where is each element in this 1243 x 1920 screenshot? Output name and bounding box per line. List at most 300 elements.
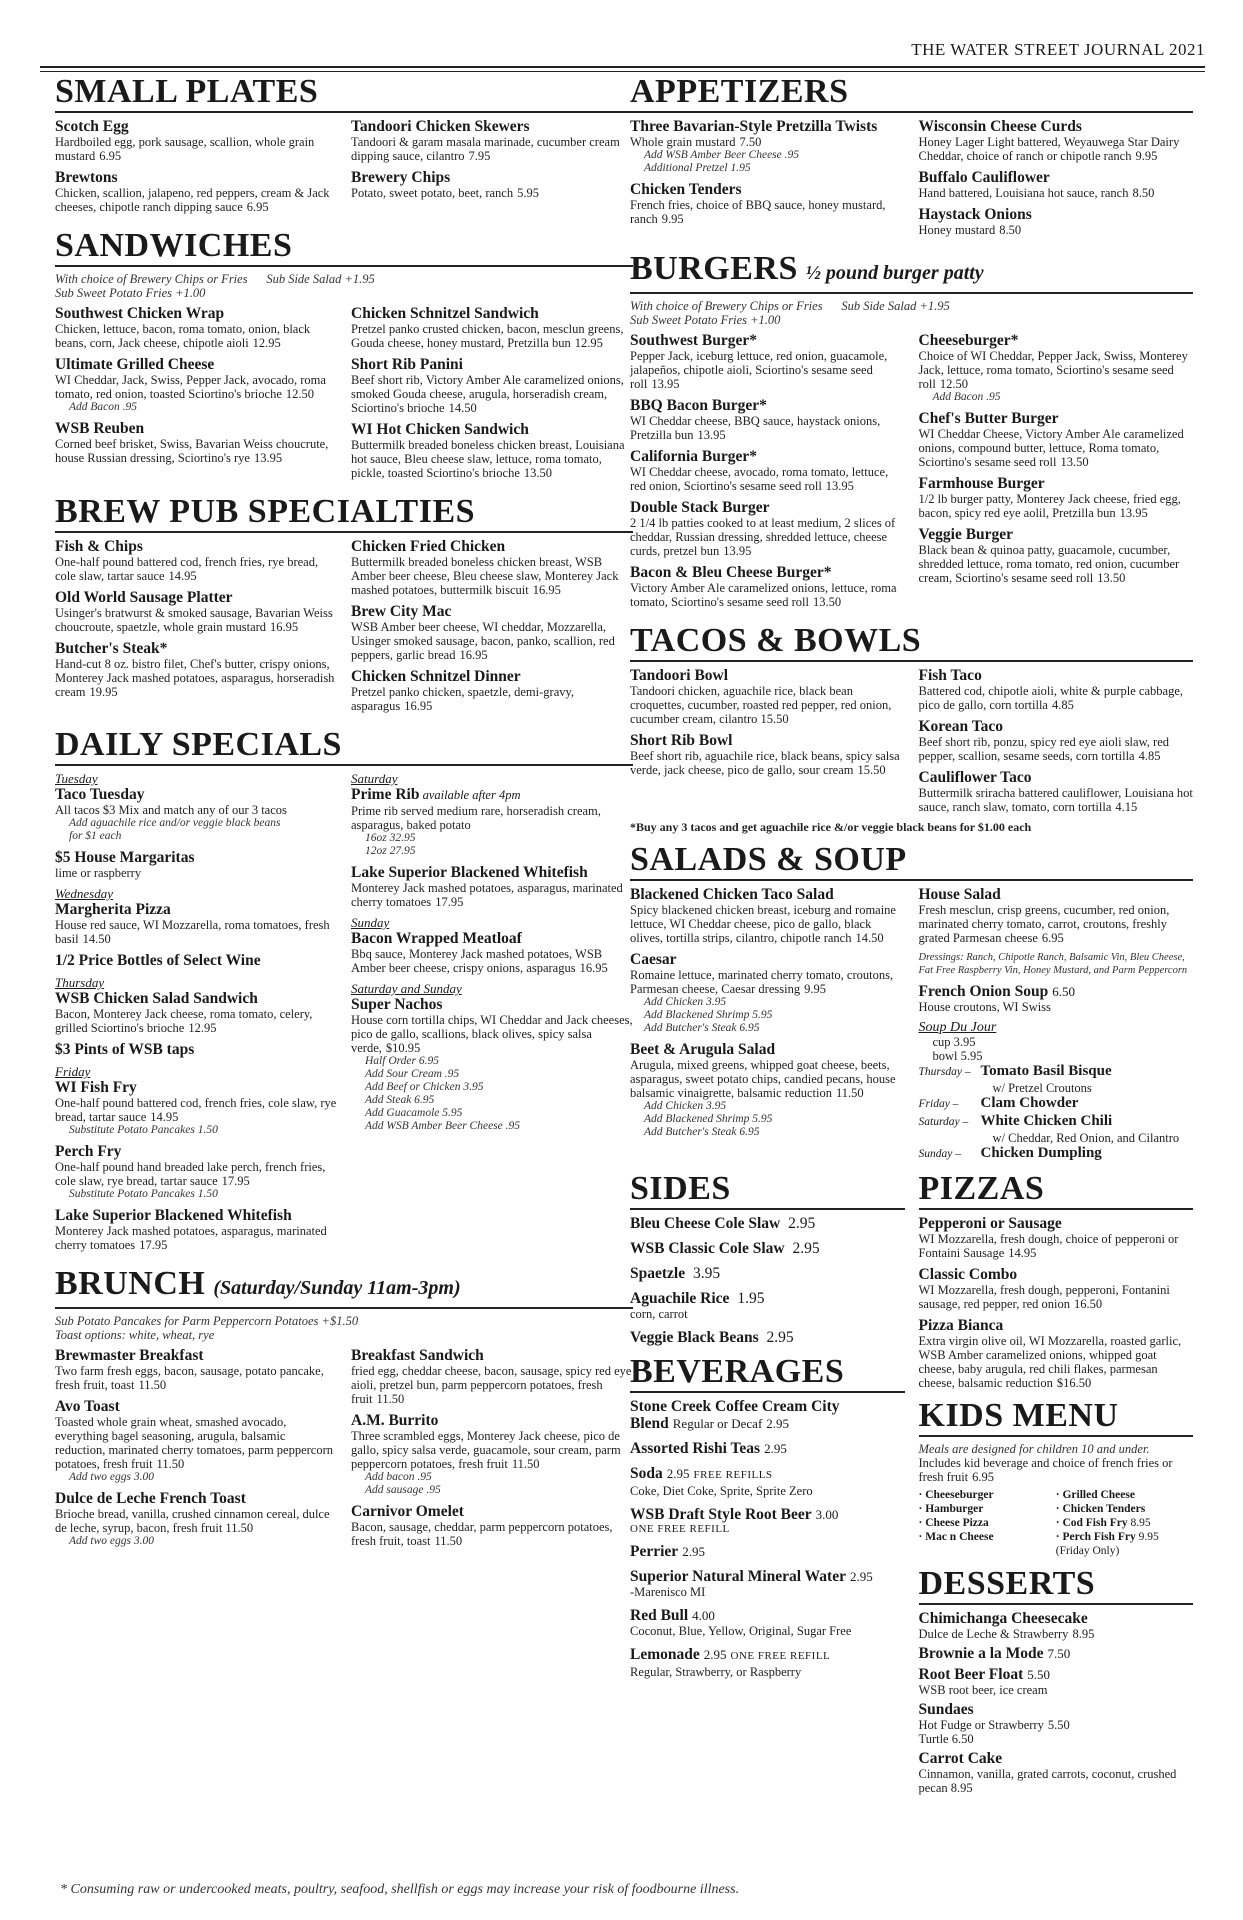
item-desc-text: Choice of WI Cheddar, Pepper Jack, Swiss, Monterey Jack, lettuce, roma tomato, Sciortino's sesame seed roll xyxy=(918,349,1188,391)
item-name: Old World Sausage Platter xyxy=(55,589,233,606)
item-addon: Add Chicken 3.95 xyxy=(644,996,727,1008)
kids-section xyxy=(919,1398,1194,1558)
menu-item xyxy=(630,332,905,391)
item-desc-text: Spicy blackened chicken breast, iceburg and romaine lettuce, WI Cheddar cheese, pico de gallo, black olives, tortilla strips, cilantro, chipotle ranch xyxy=(630,903,896,945)
dessert-desc: Hot Fudge or Strawberry 5.50 xyxy=(918,1718,1070,1732)
item-price: 13.95 xyxy=(253,451,283,465)
soup-day: Sunday – xyxy=(918,1148,961,1160)
item-addon: Additional Pretzel 1.95 xyxy=(644,162,751,174)
side-name: Spaetzle 3.95 xyxy=(630,1265,721,1282)
item-desc xyxy=(351,186,633,200)
menu-column xyxy=(919,667,1194,820)
menu-item xyxy=(351,915,633,975)
dessert-desc: Cinnamon, vanilla, grated carrots, coconut, crushed pecan 8.95 xyxy=(918,1767,1177,1795)
item-addon: Add WSB Amber Beer Cheese .95 xyxy=(644,149,799,161)
menu-item xyxy=(351,668,633,713)
item-name: Veggie Burger xyxy=(918,526,1014,543)
item-desc xyxy=(55,186,337,214)
item-desc-text: Victory Amber Ale caramelized onions, lettuce, roma tomato, Sciortino's sesame seed roll xyxy=(630,581,897,609)
item-desc-text: Beef short rib, Victory Amber Ale caramelized onions, smoked Gouda cheese, arugula, horseradish cream, Sciortino's brioche xyxy=(351,373,624,415)
item-price: 15.50 xyxy=(857,763,886,777)
item-addon: Add Guacamole 5.95 xyxy=(365,1107,463,1119)
item-price: 8.50 xyxy=(1132,186,1155,200)
item-desc xyxy=(55,657,337,699)
item-price: 13.95 xyxy=(651,377,680,391)
item-name: Caesar xyxy=(630,951,677,968)
item-price: 19.95 xyxy=(89,685,118,699)
kids-item: · Hamburger xyxy=(918,1503,984,1515)
beverages-section xyxy=(630,1354,905,1679)
item-name: Super Nachos xyxy=(351,996,443,1013)
item-name: Butcher's Steak* xyxy=(55,640,168,657)
item-desc-text: lime or raspberry xyxy=(55,866,142,880)
beverage-item xyxy=(630,1398,905,1432)
item-name: Double Stack Burger xyxy=(630,499,770,516)
item-price: 12.50 xyxy=(939,377,968,391)
item-desc xyxy=(55,866,337,880)
menu-item xyxy=(630,118,905,175)
menu-item xyxy=(351,864,633,909)
menu-item xyxy=(630,951,905,1035)
item-desc-text: Chicken, lettuce, bacon, roma tomato, onion, black beans, corn, Jack cheese, chipotle aioli xyxy=(55,322,311,350)
item-desc xyxy=(351,1364,633,1406)
item-desc xyxy=(351,1013,633,1055)
beverage-price: 3.00 xyxy=(815,1507,839,1522)
item-desc-text: Pepper Jack, iceburg lettuce, red onion, guacamole, jalapeños, chipotle aioli, Sciortino's sesame seed roll xyxy=(630,349,888,391)
item-desc-text: House red sauce, WI Mozzarella, roma tomatoes, fresh basil xyxy=(55,918,330,946)
beverage-price: 2.95 xyxy=(764,1441,787,1456)
item-desc-text: WSB Amber beer cheese, WI cheddar, Mozzarella, Usinger smoked sausage, bacon, panko, scallion, red peppers, garlic bread xyxy=(351,620,615,662)
soup-name: White Chicken Chili xyxy=(980,1113,1113,1129)
pizzas-section xyxy=(919,1171,1194,1390)
item-desc-text: WI Cheddar cheese, avocado, roma tomato, lettuce, red onion, Sciortino's sesame seed roll xyxy=(630,465,889,493)
menu-column xyxy=(55,1347,337,1554)
item-desc xyxy=(55,803,337,817)
kids-note: Meals are designed for children 10 and under. xyxy=(918,1442,1150,1456)
item-name: WI Hot Chicken Sandwich xyxy=(351,421,529,438)
item-desc-text: Tandoori & garam masala marinade, cucumber cream dipping sauce, cilantro xyxy=(351,135,620,163)
kids-item: · Chicken Tenders xyxy=(1055,1503,1146,1515)
beverage-name: Superior Natural Mineral Water 2.95 xyxy=(630,1568,873,1585)
item-name: Chicken Fried Chicken xyxy=(351,538,506,555)
item-name: Southwest Chicken Wrap xyxy=(55,305,225,322)
section-title: APPETIZERS xyxy=(630,74,1193,113)
item-addon: Add Sour Cream .95 xyxy=(365,1068,460,1080)
item-addon: 12oz 27.95 xyxy=(365,845,416,857)
item-price: 11.50 xyxy=(138,1378,167,1392)
item-name: BBQ Bacon Burger* xyxy=(630,397,767,414)
beverage-item xyxy=(630,1607,905,1638)
item-desc xyxy=(630,903,905,945)
beverage-item xyxy=(630,1543,905,1560)
menu-item xyxy=(630,448,905,493)
soup-bowl-price: bowl 5.95 xyxy=(932,1049,983,1063)
brunch-section xyxy=(55,1266,633,1554)
item-price: 14.95 xyxy=(1008,1246,1037,1260)
item-price: 13.50 xyxy=(1060,455,1089,469)
item-name: Short Rib Bowl xyxy=(630,732,733,749)
item-desc xyxy=(630,749,905,777)
menu-item xyxy=(55,1490,337,1548)
item-price: 14.95 xyxy=(168,569,197,583)
item-name: Brewery Chips xyxy=(351,169,451,186)
item-name: Ultimate Grilled Cheese xyxy=(55,356,215,373)
item-name: Beet & Arugula Salad xyxy=(630,1041,776,1058)
menu-item xyxy=(55,589,337,634)
item-name: Wisconsin Cheese Curds xyxy=(918,118,1082,135)
item-price: 16.95 xyxy=(579,961,608,975)
menu-column xyxy=(351,305,633,486)
menu-item xyxy=(919,718,1194,763)
item-desc xyxy=(630,516,905,558)
item-name: California Burger* xyxy=(630,448,757,465)
item-price: 13.95 xyxy=(723,544,752,558)
menu-item xyxy=(55,538,337,583)
side-price: 2.95 xyxy=(784,1215,816,1232)
beverage-detail: Regular or Decaf xyxy=(672,1416,763,1431)
item-name: Tandoori Chicken Skewers xyxy=(351,118,530,135)
item-price: 11.50 xyxy=(156,1457,185,1471)
item-price: 17.95 xyxy=(435,895,464,909)
beverage-desc: Coke, Diet Coke, Sprite, Sprite Zero xyxy=(630,1484,813,1498)
item-desc xyxy=(630,1058,905,1100)
side-price: 2.95 xyxy=(788,1240,820,1257)
side-price: 1.95 xyxy=(733,1290,765,1307)
item-name: Cauliflower Taco xyxy=(918,769,1032,786)
menu-item xyxy=(351,538,633,597)
item-desc xyxy=(55,1507,337,1535)
item-price: 4.15 xyxy=(1115,800,1138,814)
dessert-desc: Dulce de Leche & Strawberry 8.95 xyxy=(918,1627,1095,1641)
sides-list xyxy=(630,1215,905,1346)
item-name: Brewmaster Breakfast xyxy=(55,1347,204,1364)
item-name: House Salad xyxy=(918,886,1001,903)
item-price: 11.50 xyxy=(511,1457,540,1471)
item-price: 7.50 xyxy=(739,135,762,149)
burgers-section xyxy=(630,251,1193,615)
menu-item xyxy=(55,356,337,414)
item-desc xyxy=(55,606,337,634)
menu-column xyxy=(55,771,337,1258)
item-desc-text: House corn tortilla chips, WI Cheddar and Jack cheeses, pico de gallo, scallions, black olives, spicy salsa verde, xyxy=(351,1013,633,1055)
item-name: Scotch Egg xyxy=(55,118,129,135)
item-desc-text: WI Mozzarella, fresh dough, pepperoni, Fontanini sausage, red pepper, red onion xyxy=(918,1283,1170,1311)
item-desc-text: One-half pound battered cod, french fries, cole slaw, rye bread, tartar sauce xyxy=(55,1096,337,1124)
brew-pub-section xyxy=(55,494,633,719)
item-price: 13.95 xyxy=(825,479,854,493)
item-price: 4.85 xyxy=(1138,749,1161,763)
item-price: 16.95 xyxy=(404,699,433,713)
item-desc-text: Pretzel panko chicken, spaetzle, demi-gravy, asparagus xyxy=(351,685,575,713)
beverage-item xyxy=(630,1646,905,1679)
menu-item xyxy=(919,1215,1194,1260)
kids-price: 9.95 (Friday Only) xyxy=(1055,1531,1159,1557)
item-desc-text: One-half pound battered cod, french fries, rye bread, cole slaw, tartar sauce xyxy=(55,555,319,583)
item-price: 12.95 xyxy=(188,1021,217,1035)
kids-item: · Cheeseburger xyxy=(918,1489,994,1501)
item-desc-text: Whole grain mustard xyxy=(630,135,736,149)
menu-item xyxy=(351,1347,633,1406)
menu-item xyxy=(55,420,337,465)
side-price: 3.95 xyxy=(689,1265,721,1282)
item-name: Bacon Wrapped Meatloaf xyxy=(351,930,522,947)
kids-desc: Includes kid beverage and choice of french fries or fresh fruit 6.95 xyxy=(918,1456,1173,1484)
menu-column xyxy=(351,118,633,220)
section-title: KIDS MENU xyxy=(919,1398,1194,1437)
side-name: WSB Classic Cole Slaw 2.95 xyxy=(630,1240,820,1257)
item-price: 9.95 xyxy=(804,982,826,996)
soup-row xyxy=(919,1113,1194,1131)
item-desc-text: Buttermilk sriracha battered cauliflower, Louisiana hot sauce, ranch slaw, tomato, corn tortilla xyxy=(918,786,1193,814)
item-price: 5.95 xyxy=(517,186,539,200)
item-desc xyxy=(55,1415,337,1471)
item-desc xyxy=(630,414,905,442)
dessert-item xyxy=(919,1701,1194,1746)
item-desc xyxy=(919,1334,1194,1390)
item-desc xyxy=(55,1096,337,1124)
item-addon: Add Blackened Shrimp 5.95 xyxy=(644,1113,773,1125)
beverage-tag: ONE FREE REFILL xyxy=(730,1650,831,1662)
day-label: Saturday and Sunday xyxy=(351,981,462,996)
item-desc xyxy=(55,918,337,946)
item-name: WSB Reuben xyxy=(55,420,145,437)
menu-column xyxy=(919,332,1194,615)
item-desc-text: WI Mozzarella, fresh dough, choice of pepperoni or Fontaini Sausage xyxy=(918,1232,1179,1260)
menu-item xyxy=(919,206,1194,237)
section-title: BRUNCH (Saturday/Sunday 11am-3pm) xyxy=(55,1266,633,1309)
item-name: Prime Rib available after 4pm xyxy=(351,786,521,803)
item-addon: Add WSB Amber Beer Cheese .95 xyxy=(365,1120,520,1132)
item-price: 11.50 xyxy=(836,1086,864,1100)
dressings-note: Dressings: Ranch, Chipotle Ranch, Balsamic Vin, Bleu Cheese, Fat Free Raspberry Vin, Honey Mustard, and Parm Peppercorn xyxy=(918,952,1188,976)
menu-item xyxy=(630,564,905,609)
kids-item: · Cheese Pizza xyxy=(918,1517,989,1529)
daily-specials-section xyxy=(55,727,633,1258)
item-addon: Add Chicken 3.95 xyxy=(644,1100,727,1112)
item-desc-text: Romaine lettuce, marinated cherry tomato, croutons, Parmesan cheese, Caesar dressing xyxy=(630,968,894,996)
beverage-name: Lemonade 2.95 ONE FREE REFILL xyxy=(630,1646,831,1663)
menu-item xyxy=(55,305,337,350)
dessert-item xyxy=(919,1666,1194,1697)
item-addon: Substitute Potato Pancakes 1.50 xyxy=(69,1188,218,1200)
soup-list xyxy=(919,1063,1194,1163)
item-desc-text: Hand-cut 8 oz. bistro filet, Chef's butter, crispy onions, Monterey Jack mashed potatoes, asparagus, horseradish cream xyxy=(55,657,335,699)
section-title: SIDES xyxy=(630,1171,905,1210)
section-title: BEVERAGES xyxy=(630,1354,905,1393)
menu-item xyxy=(919,118,1194,163)
item-desc-text: Chicken, scallion, jalapeno, red peppers, cream & Jack cheeses, chipotle ranch dipping sauce xyxy=(55,186,330,214)
item-desc xyxy=(351,947,633,975)
item-desc-text: 2 1/4 lb patties cooked to at least medium, 2 slices of cheddar, Russian dressing, shredded lettuce, cheese curds, pretzel bun xyxy=(630,516,896,558)
item-desc xyxy=(55,1364,337,1392)
item-name: Taco Tuesday xyxy=(55,786,145,803)
item-addon: Add aguachile rice and/or veggie black beans xyxy=(69,817,281,829)
section-note: Sub Potato Pancakes for Parm Peppercorn Potatoes +$1.50 Toast options: white, wheat, rye xyxy=(55,1314,359,1342)
item-price: 13.50 xyxy=(1097,571,1126,585)
soup-name: Tomato Basil Bisque xyxy=(980,1063,1112,1079)
item-desc-text: Usinger's bratwurst & smoked sausage, Bavarian Weiss choucroute, spaetzle, whole grain mustard xyxy=(55,606,333,634)
item-name: Bacon & Bleu Cheese Burger* xyxy=(630,564,832,581)
beverage-list xyxy=(630,1398,905,1679)
beverage-price: 4.00 xyxy=(692,1608,715,1623)
item-addon: 16oz 32.95 xyxy=(365,832,416,844)
item-price: 4.85 xyxy=(1051,698,1074,712)
item-addon: Add sausage .95 xyxy=(365,1484,441,1496)
day-label: Sunday xyxy=(351,915,390,930)
dessert-name: Brownie a la Mode 7.50 xyxy=(918,1645,1071,1662)
section-note: With choice of Brewery Chips or Fries Sub Side Salad +1.95 Sub Sweet Potato Fries +1.00 xyxy=(630,299,950,327)
item-desc xyxy=(351,1520,633,1548)
menu-column xyxy=(351,771,633,1258)
menu-item xyxy=(351,1412,633,1497)
menu-item xyxy=(55,849,337,880)
beverage-desc: Regular, Strawberry, or Raspberry xyxy=(630,1665,802,1679)
item-desc xyxy=(55,437,337,465)
menu-item xyxy=(55,886,337,946)
side-item xyxy=(630,1329,905,1346)
item-desc xyxy=(919,186,1194,200)
item-name: Breakfast Sandwich xyxy=(351,1347,484,1364)
item-addon: Add Blackened Shrimp 5.95 xyxy=(644,1009,773,1021)
dessert-price: 5.50 xyxy=(1047,1718,1070,1732)
soup-row xyxy=(919,1145,1194,1163)
menu-item xyxy=(630,667,905,726)
item-name: Buffalo Cauliflower xyxy=(918,169,1050,186)
soup-name: Chicken Dumpling xyxy=(980,1145,1102,1161)
soup-day: Friday – xyxy=(918,1098,959,1110)
item-desc-text: French fries, choice of BBQ sauce, honey mustard, ranch xyxy=(630,198,886,226)
dessert-desc: Turtle 6.50 xyxy=(918,1732,974,1746)
item-name: Lake Superior Blackened Whitefish xyxy=(55,1207,292,1224)
item-name: Farmhouse Burger xyxy=(918,475,1045,492)
item-desc xyxy=(351,555,633,597)
item-desc-text: Honey mustard xyxy=(918,223,996,237)
menu-column xyxy=(630,886,905,1163)
day-label: Thursday xyxy=(55,975,105,990)
kids-item: · Perch Fish Fry 9.95 (Friday Only) xyxy=(1055,1531,1159,1557)
soup-name: Clam Chowder xyxy=(980,1095,1079,1111)
beverage-price: 2.95 xyxy=(849,1569,873,1584)
dessert-name: Carrot Cake xyxy=(918,1750,1003,1767)
item-name: Margherita Pizza xyxy=(55,901,171,918)
beverage-name: Soda 2.95 FREE REFILLS xyxy=(630,1465,773,1482)
item-desc-text: fried egg, cheddar cheese, bacon, sausage, spicy red eye aioli, pretzel bun, parm peppercorn potatoes, fresh fruit xyxy=(351,1364,632,1406)
item-addon: Add Butcher's Steak 6.95 xyxy=(644,1022,760,1034)
item-desc-text: Pretzel panko crusted chicken, bacon, mesclun greens, Gouda cheese, honey mustard, Pretzilla bun xyxy=(351,322,624,350)
menu-item xyxy=(351,1503,633,1548)
item-name-note: available after 4pm xyxy=(419,788,521,802)
menu-item xyxy=(351,603,633,662)
menu-item xyxy=(55,771,337,843)
item-price: 9.95 xyxy=(661,212,684,226)
soup-row xyxy=(919,1095,1194,1113)
beverage-name: WSB Draft Style Root Beer 3.00 xyxy=(630,1506,839,1523)
item-price: 7.95 xyxy=(468,149,491,163)
kids-item: · Mac n Cheese xyxy=(918,1531,994,1543)
menu-item xyxy=(55,975,337,1035)
menu-item xyxy=(919,169,1194,200)
item-price: $10.95 xyxy=(385,1041,421,1055)
menu-item xyxy=(351,169,633,200)
item-price: 16.95 xyxy=(532,583,561,597)
menu-item xyxy=(351,118,633,163)
item-desc xyxy=(55,1224,337,1252)
item-name: Blackened Chicken Taco Salad xyxy=(630,886,834,903)
menu-item xyxy=(919,475,1194,520)
kids-items xyxy=(919,1488,1194,1558)
item-desc xyxy=(919,1232,1194,1260)
item-price: 9.95 xyxy=(1135,149,1158,163)
menu-item xyxy=(55,640,337,699)
day-label: Saturday xyxy=(351,771,398,786)
side-item xyxy=(630,1215,905,1232)
item-name: Pepperoni or Sausage xyxy=(918,1215,1062,1232)
item-desc xyxy=(630,198,905,226)
kids-item: · Cod Fish Fry 8.95 xyxy=(1055,1517,1151,1529)
menu-item xyxy=(630,1041,905,1139)
item-name: Fish & Chips xyxy=(55,538,143,555)
item-name: WSB Chicken Salad Sandwich xyxy=(55,990,258,1007)
menu-item xyxy=(55,1347,337,1392)
item-name: Brewtons xyxy=(55,169,118,186)
day-label: Wednesday xyxy=(55,886,114,901)
section-note: With choice of Brewery Chips or Fries Sub Side Salad +1.95 Sub Sweet Potato Fries +1.00 xyxy=(55,272,375,300)
beverage-name: Assorted Rishi Teas 2.95 xyxy=(630,1440,787,1457)
item-desc-text: Extra virgin olive oil, WI Mozzarella, roasted garlic, WSB Amber caramelized onions, whipped goat cheese, baby arugula, red chili flakes, parmesan cheese, balsamic reduction xyxy=(918,1334,1182,1390)
item-desc xyxy=(55,555,337,583)
beverage-desc: Coconut, Blue, Yellow, Original, Sugar Free xyxy=(630,1624,852,1638)
item-name: Three Bavarian-Style Pretzilla Twists xyxy=(630,118,878,135)
item-name: A.M. Burrito xyxy=(351,1412,439,1429)
item-name: Classic Combo xyxy=(918,1266,1018,1283)
item-name: Brew City Mac xyxy=(351,603,452,620)
menu-item xyxy=(55,1041,337,1058)
beverage-price: 2.95 xyxy=(682,1544,705,1559)
item-desc-text: Three scrambled eggs, Monterey Jack cheese, pico de gallo, spicy salsa verde, guacamole, sour cream, parm peppercorn potatoes, fresh fruit xyxy=(351,1429,621,1471)
side-name: Aguachile Rice 1.95 xyxy=(630,1290,765,1307)
beverage-name: Perrier 2.95 xyxy=(630,1543,705,1560)
dessert-item xyxy=(919,1750,1194,1795)
salads-section xyxy=(630,842,1193,1163)
item-desc: Fresh mesclun, crisp greens, cucumber, red onion, marinated cherry tomato, carrot, croutons, freshly grated Parmesan cheese 6.95 xyxy=(918,903,1170,945)
dessert-price: 7.50 xyxy=(1047,1646,1071,1661)
sandwiches-section xyxy=(55,228,633,486)
menu-item xyxy=(630,397,905,442)
item-addon: Add Beef or Chicken 3.95 xyxy=(365,1081,484,1093)
section-title: BURGERS ½ pound burger patty xyxy=(630,251,1193,294)
beverage-item xyxy=(630,1465,905,1498)
item-name: Haystack Onions xyxy=(918,206,1032,223)
beverage-price: 2.95 xyxy=(766,1416,790,1431)
item-desc xyxy=(919,135,1194,163)
item-desc-text: Arugula, mixed greens, whipped goat cheese, beets, asparagus, sweet potato chips, candied pecans, house balsamic vinaigrette, balsamic reduction xyxy=(630,1058,896,1100)
item-price: 14.50 xyxy=(448,401,477,415)
item-price: 12.50 xyxy=(285,387,314,401)
menu-column xyxy=(351,538,633,719)
beverage-item xyxy=(630,1440,905,1457)
item-desc xyxy=(630,465,905,493)
small-plates-section xyxy=(55,74,633,220)
item-name: Dulce de Leche French Toast xyxy=(55,1490,246,1507)
menu-item xyxy=(55,952,337,969)
item-name: Perch Fry xyxy=(55,1143,122,1160)
item-price: 14.50 xyxy=(82,932,111,946)
item-name: Pizza Bianca xyxy=(918,1317,1004,1334)
item-desc-text: Corned beef brisket, Swiss, Bavarian Weiss choucrute, house Russian dressing, Sciortino's rye xyxy=(55,437,329,465)
menu-item xyxy=(919,886,1194,945)
item-desc xyxy=(919,492,1194,520)
item-addon: Add Bacon .95 xyxy=(932,391,1001,403)
